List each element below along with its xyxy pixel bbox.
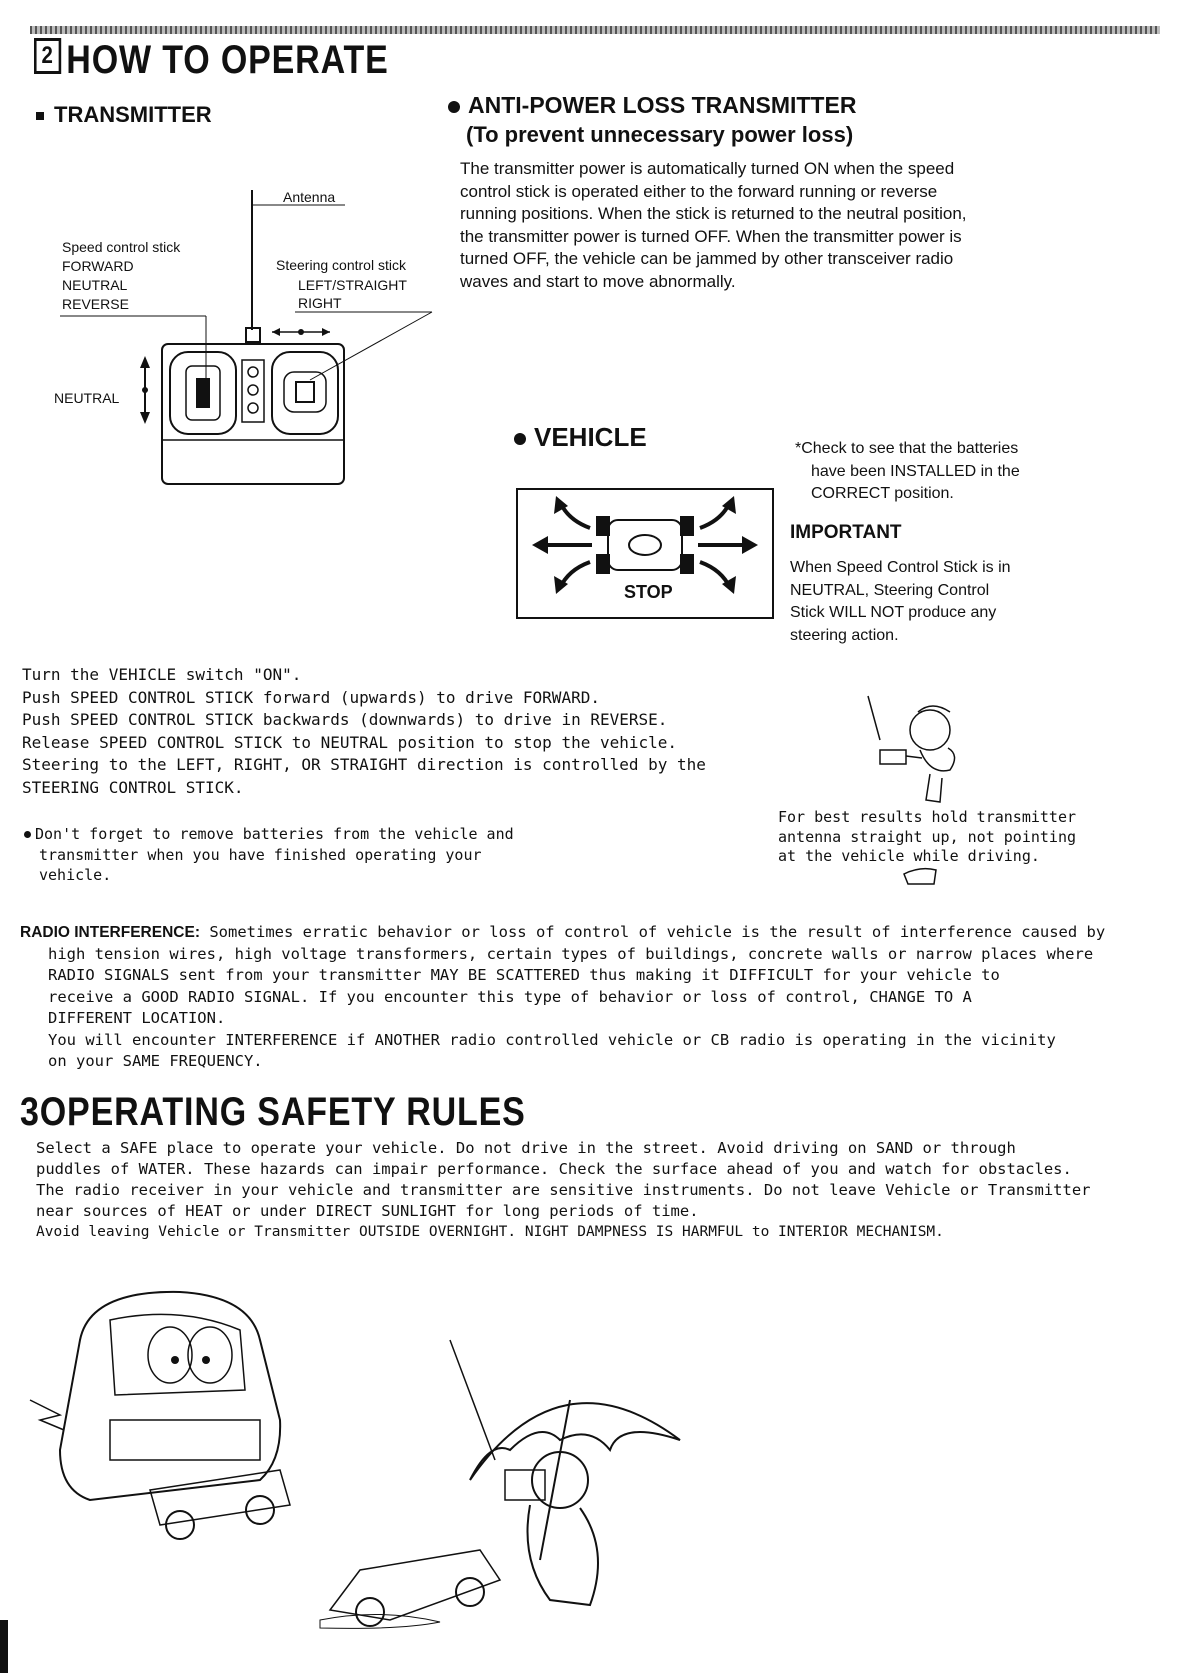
radio-line: high tension wires, high voltage transformers, certain types of buildings, concrete walls or narrow places where (48, 944, 1094, 963)
speed-stick-label: Speed control stick (62, 239, 181, 255)
vehicle-heading-text: VEHICLE (534, 422, 647, 452)
neutral-side-label: NEUTRAL (54, 390, 120, 406)
boy-in-rain-illustration (320, 1330, 700, 1630)
stop-label: STOP (624, 582, 673, 602)
vehicle-diagram-box (516, 488, 774, 619)
neutral-label: NEUTRAL (62, 277, 128, 293)
important-line: When Speed Control Stick is in (790, 559, 1011, 576)
vehicle-heading (514, 422, 647, 453)
important-line: NEUTRAL, Steering Control (790, 581, 990, 599)
check-line: CORRECT position. (811, 485, 954, 502)
right-label: RIGHT (298, 295, 342, 311)
battery-note-line: vehicle. (39, 866, 112, 884)
radio-text: Sometimes erratic behavior or loss of control of vehicle is the result of interference caused by (209, 923, 1106, 941)
section-number: 2 (34, 38, 61, 74)
radio-line: on your SAME FREQUENCY. (48, 1052, 263, 1070)
safety-line: near sources of HEAT or under DIRECT SUNLIGHT for long periods of time. (36, 1202, 699, 1220)
bullet-icon (24, 831, 31, 838)
important-line: steering action. (790, 626, 899, 644)
section-heading-safety-rules (20, 1090, 526, 1135)
anti-power-line: The transmitter power is automatically turned ON when the speed (460, 159, 955, 178)
battery-check-note (795, 438, 1020, 506)
safety-rules-text (36, 1138, 1091, 1243)
important-line: Stick WILL NOT produce any (790, 604, 997, 621)
section-number: 3 (20, 1090, 40, 1134)
anti-power-line: the transmitter power is turned OFF. When the transmitter power is (460, 226, 962, 246)
anti-power-line: running positions. When the stick is returned to the neutral position, (460, 204, 967, 223)
transmitter-diagram (0, 0, 440, 520)
antenna-label: Antenna (283, 189, 336, 205)
best-results-line: For best results hold transmitter (778, 808, 1077, 826)
radio-interference-section (20, 922, 1105, 1073)
radio-line: DIFFERENT LOCATION. (48, 1009, 226, 1027)
instruction-line: STEERING CONTROL STICK. (22, 777, 244, 797)
section-title: OPERATING SAFETY RULES (39, 1090, 526, 1134)
radio-line: You will encounter INTERFERENCE if ANOTHER radio controlled vehicle or CB radio is operating in the vicinity (48, 1030, 1056, 1049)
battery-note-line: transmitter when you have finished operating your (39, 845, 482, 864)
best-results-line: at the vehicle while driving. (778, 847, 1040, 865)
forward-label: FORWARD (62, 258, 134, 274)
best-results-line: antenna straight up, not pointing (778, 827, 1077, 846)
radio-line (20, 922, 1105, 944)
bullet-icon (514, 433, 526, 445)
instruction-line: Release SPEED CONTROL STICK to NEUTRAL position to stop the vehicle. (22, 732, 678, 752)
radio-line: receive a GOOD RADIO SIGNAL. If you encounter this type of behavior or loss of control, CHANGE TO A (48, 987, 972, 1006)
car-and-rc-vehicle-illustration (20, 1280, 350, 1550)
instruction-line: Turn the VEHICLE switch "ON". (22, 665, 302, 684)
important-note (790, 557, 1011, 647)
left-straight-label: LEFT/STRAIGHT (298, 277, 407, 293)
radio-line: RADIO SIGNALS sent from your transmitter MAY BE SCATTERED thus making it DIFFICULT for your vehicle to (48, 966, 1000, 984)
anti-power-line: waves and start to move abnormally. (460, 271, 736, 291)
transmitter-heading-text: TRANSMITTER (54, 102, 212, 127)
battery-note-text: Don't forget to remove batteries from the vehicle and (35, 825, 514, 843)
anti-power-heading (448, 92, 856, 119)
safety-line: Avoid leaving Vehicle or Transmitter OUTSIDE OVERNIGHT. NIGHT DAMPNESS IS HARMFUL to INTERIOR MECHANISM. (36, 1224, 944, 1240)
check-line: have been INSTALLED in the (811, 462, 1020, 480)
instruction-line: Push SPEED CONTROL STICK backwards (downwards) to drive in REVERSE. (22, 710, 668, 729)
page-edge-mark (0, 1620, 8, 1673)
reverse-label: REVERSE (62, 296, 129, 312)
anti-power-line: control stick is operated either to the forward running or reverse (460, 181, 938, 201)
best-results-note (778, 808, 1076, 867)
safety-line: The radio receiver in your vehicle and transmitter are sensitive instruments. Do not leave Vehicle or Transmitter (36, 1181, 1091, 1199)
boy-with-transmitter-illustration (860, 690, 990, 900)
steering-stick-label: Steering control stick (276, 257, 406, 273)
anti-power-heading-text: ANTI-POWER LOSS TRANSMITTER (468, 92, 857, 118)
section-title: HOW TO OPERATE (66, 38, 389, 82)
check-line: *Check to see that the batteries (795, 440, 1019, 457)
radio-heading: RADIO INTERFERENCE: (20, 924, 200, 941)
anti-power-subheading: (To prevent unnecessary power loss) (466, 122, 854, 147)
operating-instructions (22, 664, 706, 799)
anti-power-line: turned OFF, the vehicle can be jammed by other transceiver radio (460, 249, 954, 268)
instruction-line: Steering to the LEFT, RIGHT, OR STRAIGHT direction is controlled by the (22, 755, 706, 774)
anti-power-paragraph (460, 158, 1090, 293)
battery-note-line (24, 824, 514, 845)
bullet-icon (448, 101, 460, 113)
instruction-line: Push SPEED CONTROL STICK forward (upwards) to drive FORWARD. (22, 687, 600, 707)
safety-line: puddles of WATER. These hazards can impair performance. Check the surface ahead of you and watch for obstacles. (36, 1160, 1072, 1178)
important-heading: IMPORTANT (790, 522, 902, 543)
battery-removal-note (24, 824, 514, 886)
safety-line: Select a SAFE place to operate your vehicle. Do not drive in the street. Avoid driving on SAND or through (36, 1139, 1016, 1157)
